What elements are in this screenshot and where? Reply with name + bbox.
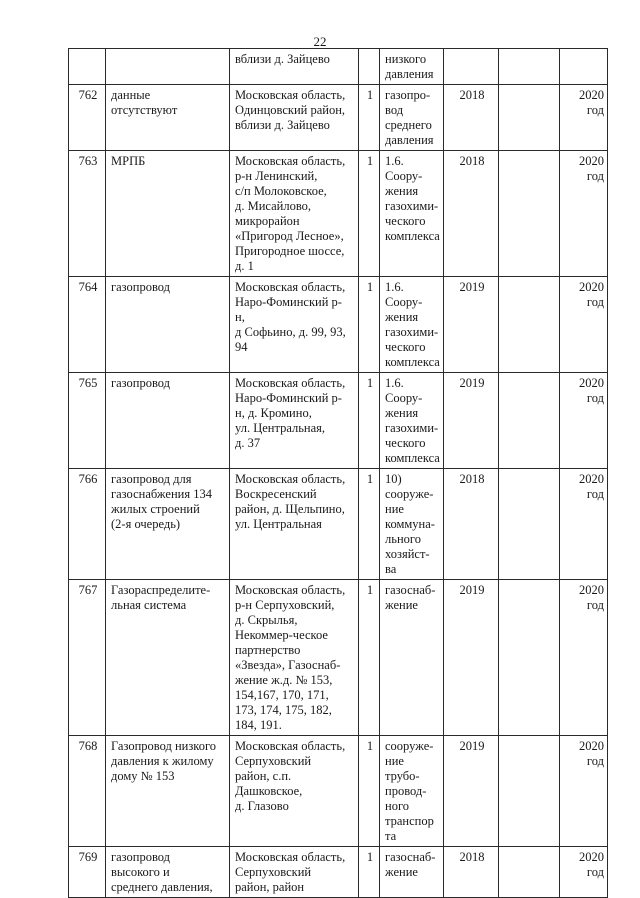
cell-line: партнерство (235, 643, 301, 657)
cell-line: давления к жилому (111, 754, 214, 768)
cell-line: данные (111, 88, 151, 102)
cell-line: хозяйст- (385, 547, 430, 561)
cell-line: р-н Ленинский, (235, 169, 318, 183)
cell-line: высокого и (111, 865, 170, 879)
cell-line: 10) (385, 472, 402, 486)
cell-line: Пригородное шоссе, (235, 244, 345, 258)
cell-line: Московская область, (235, 280, 346, 294)
cell-line: район, с.п. (235, 769, 292, 783)
cell-line: Газопровод низкого (111, 739, 217, 753)
cell-year: 2019 (444, 277, 499, 373)
cell-name (106, 151, 230, 277)
cell-line: д. Скрылья, (235, 613, 298, 627)
cell-deadline (560, 277, 608, 373)
cell-address (230, 85, 359, 151)
registry-table (68, 48, 608, 898)
cell-year (444, 49, 499, 85)
cell-line: ного (385, 799, 410, 813)
cell-quantity: 1 (359, 373, 380, 469)
cell-line: д. 1 (235, 259, 254, 273)
cell-line: провод- (385, 784, 427, 798)
cell-address (230, 580, 359, 736)
cell-line: давления (385, 67, 434, 81)
cell-line: д. Мисайлово, (235, 199, 312, 213)
cell-line: жения (385, 310, 419, 324)
cell-deadline (560, 736, 608, 847)
cell-line: газохими- (385, 421, 439, 435)
cell-line: газопровод для (111, 472, 192, 486)
cell-note (499, 469, 560, 580)
cell-number: 765 (69, 373, 106, 469)
cell-line: комплекса (385, 355, 440, 369)
cell-line: Воскресенский (235, 487, 317, 501)
cell-line: Московская область, (235, 88, 346, 102)
cell-note (499, 277, 560, 373)
cell-name (106, 85, 230, 151)
cell-line: 2020 (579, 154, 604, 168)
cell-line: льная система (111, 598, 187, 612)
cell-line: год (586, 391, 604, 405)
cell-note (499, 736, 560, 847)
cell-line: сооруже- (385, 739, 434, 753)
cell-line: газопровод (111, 376, 171, 390)
cell-line: район, д. Щельпино, (235, 502, 345, 516)
cell-note (499, 49, 560, 85)
cell-line: год (586, 103, 604, 117)
page-number: 22 (313, 34, 327, 49)
cell-line: среднего (385, 118, 432, 132)
cell-line: Московская область, (235, 583, 346, 597)
cell-line: ние (385, 502, 404, 516)
cell-year: 2018 (444, 469, 499, 580)
cell-address (230, 151, 359, 277)
cell-line: с/п Молоковское, (235, 184, 327, 198)
cell-line: д. 37 (235, 436, 261, 450)
cell-line: жения (385, 184, 419, 198)
cell-line: 184, 191. (235, 718, 282, 732)
cell-line: район, район (235, 880, 305, 894)
cell-line: 2020 (579, 739, 604, 753)
cell-quantity: 1 (359, 736, 380, 847)
cell-line: Серпуховский (235, 754, 312, 768)
cell-line: 173, 174, 175, 182, (235, 703, 332, 717)
cell-number: 767 (69, 580, 106, 736)
cell-line: Московская область, (235, 739, 346, 753)
cell-category (380, 847, 444, 898)
cell-line: жилых строений (111, 502, 200, 516)
cell-line: год (586, 487, 604, 501)
cell-line: МРПБ (111, 154, 146, 168)
cell-line: вод (385, 103, 404, 117)
cell-line: ул. Центральная (235, 517, 322, 531)
cell-line: Наро-Фоминский р- (235, 295, 342, 309)
cell-deadline (560, 151, 608, 277)
cell-quantity: 1 (359, 151, 380, 277)
cell-line: 1.6. (385, 154, 404, 168)
cell-line: Одинцовский район, (235, 103, 346, 117)
cell-name (106, 736, 230, 847)
cell-category (380, 580, 444, 736)
cell-address (230, 277, 359, 373)
cell-category (380, 373, 444, 469)
table-row (69, 85, 608, 151)
cell-line: 2020 (579, 583, 604, 597)
cell-note (499, 847, 560, 898)
cell-line: дому № 153 (111, 769, 175, 783)
cell-line: 154,167, 170, 171, (235, 688, 329, 702)
table-row (69, 580, 608, 736)
cell-line: н, (235, 310, 245, 324)
cell-line: год (586, 169, 604, 183)
cell-line: год (586, 754, 604, 768)
cell-line: год (586, 865, 604, 879)
cell-line: ческого (385, 214, 426, 228)
cell-line: Московская область, (235, 376, 346, 390)
cell-line: ние (385, 754, 404, 768)
cell-line: отсутствуют (111, 103, 178, 117)
table-row (69, 373, 608, 469)
cell-number: 762 (69, 85, 106, 151)
cell-deadline (560, 847, 608, 898)
cell-address (230, 49, 359, 85)
cell-line: Наро-Фоминский р- (235, 391, 342, 405)
cell-name (106, 277, 230, 373)
cell-name (106, 373, 230, 469)
cell-note (499, 580, 560, 736)
cell-line: Дашковское, (235, 784, 303, 798)
cell-number: 764 (69, 277, 106, 373)
cell-name (106, 847, 230, 898)
cell-line: жения (385, 406, 419, 420)
cell-line: 1.6. (385, 280, 404, 294)
table-row (69, 736, 608, 847)
cell-note (499, 373, 560, 469)
cell-line: 2020 (579, 376, 604, 390)
cell-line: коммуна- (385, 517, 435, 531)
cell-quantity (359, 49, 380, 85)
cell-line: 2020 (579, 88, 604, 102)
cell-line: «Пригород Лесное», (235, 229, 344, 243)
cell-line: д. Глазово (235, 799, 289, 813)
cell-year: 2019 (444, 580, 499, 736)
cell-line: газохими- (385, 199, 439, 213)
table-row (69, 469, 608, 580)
cell-line: год (586, 598, 604, 612)
cell-address (230, 373, 359, 469)
cell-line: газопровод (111, 850, 171, 864)
cell-name (106, 469, 230, 580)
cell-quantity: 1 (359, 469, 380, 580)
cell-line: Некоммер-ческое (235, 628, 328, 642)
cell-line: газопро- (385, 88, 431, 102)
cell-line: ул. Центральная, (235, 421, 326, 435)
cell-line: газоснабжения 134 (111, 487, 212, 501)
cell-line: (2-я очередь) (111, 517, 181, 531)
cell-line: Соору- (385, 295, 423, 309)
cell-line: микрорайон (235, 214, 300, 228)
cell-line: 2020 (579, 472, 604, 486)
cell-line: жение (385, 598, 418, 612)
table-row (69, 277, 608, 373)
cell-number (69, 49, 106, 85)
cell-line: Соору- (385, 169, 423, 183)
cell-line: та (385, 829, 397, 843)
cell-line: д Софьино, д. 99, 93, (235, 325, 346, 339)
cell-category (380, 49, 444, 85)
cell-deadline (560, 373, 608, 469)
cell-year: 2019 (444, 373, 499, 469)
cell-category (380, 469, 444, 580)
cell-line: газопровод (111, 280, 171, 294)
cell-line: льного (385, 532, 421, 546)
cell-deadline (560, 49, 608, 85)
cell-line: Московская область, (235, 154, 346, 168)
cell-line: трубо- (385, 769, 420, 783)
cell-line: газохими- (385, 325, 439, 339)
cell-line: газоснаб- (385, 850, 436, 864)
cell-number: 763 (69, 151, 106, 277)
cell-year: 2018 (444, 85, 499, 151)
cell-quantity: 1 (359, 277, 380, 373)
cell-line: Соору- (385, 391, 423, 405)
cell-line: р-н Серпуховский, (235, 598, 335, 612)
cell-category (380, 277, 444, 373)
cell-line: давления (385, 133, 434, 147)
cell-quantity: 1 (359, 85, 380, 151)
cell-note (499, 85, 560, 151)
cell-number: 766 (69, 469, 106, 580)
cell-line: транспор (385, 814, 434, 828)
cell-line: 94 (235, 340, 248, 354)
cell-line: Газораспределите- (111, 583, 211, 597)
cell-category (380, 736, 444, 847)
cell-note (499, 151, 560, 277)
table-row (69, 847, 608, 898)
cell-line: ва (385, 562, 397, 576)
cell-line: жение ж.д. № 153, (235, 673, 333, 687)
cell-deadline (560, 85, 608, 151)
cell-address (230, 736, 359, 847)
table-row (69, 49, 608, 85)
cell-name (106, 580, 230, 736)
cell-address (230, 469, 359, 580)
cell-line: среднего давления, (111, 880, 213, 894)
cell-line: 2020 (579, 850, 604, 864)
cell-year: 2019 (444, 736, 499, 847)
cell-address (230, 847, 359, 898)
cell-line: Московская область, (235, 850, 346, 864)
cell-line: н, д. Кромино, (235, 406, 312, 420)
cell-year: 2018 (444, 151, 499, 277)
cell-quantity: 1 (359, 847, 380, 898)
cell-line: комплекса (385, 451, 440, 465)
cell-line: вблизи д. Зайцево (235, 118, 330, 132)
cell-deadline (560, 469, 608, 580)
cell-line: газоснаб- (385, 583, 436, 597)
cell-name (106, 49, 230, 85)
cell-line: 2020 (579, 280, 604, 294)
cell-category (380, 151, 444, 277)
cell-line: ческого (385, 436, 426, 450)
cell-quantity: 1 (359, 580, 380, 736)
table-body (69, 49, 608, 898)
cell-line: ческого (385, 340, 426, 354)
cell-number: 768 (69, 736, 106, 847)
cell-line: комплекса (385, 229, 440, 243)
cell-line: Московская область, (235, 472, 346, 486)
cell-year: 2018 (444, 847, 499, 898)
cell-line: «Звезда», Газоснаб- (235, 658, 341, 672)
cell-line: Серпуховский (235, 865, 312, 879)
cell-line: жение (385, 865, 418, 879)
cell-line: низкого (385, 52, 427, 66)
cell-number: 769 (69, 847, 106, 898)
cell-line: год (586, 295, 604, 309)
cell-line: вблизи д. Зайцево (235, 52, 330, 66)
table-row (69, 151, 608, 277)
cell-line: сооруже- (385, 487, 434, 501)
cell-deadline (560, 580, 608, 736)
cell-line: 1.6. (385, 376, 404, 390)
cell-category (380, 85, 444, 151)
